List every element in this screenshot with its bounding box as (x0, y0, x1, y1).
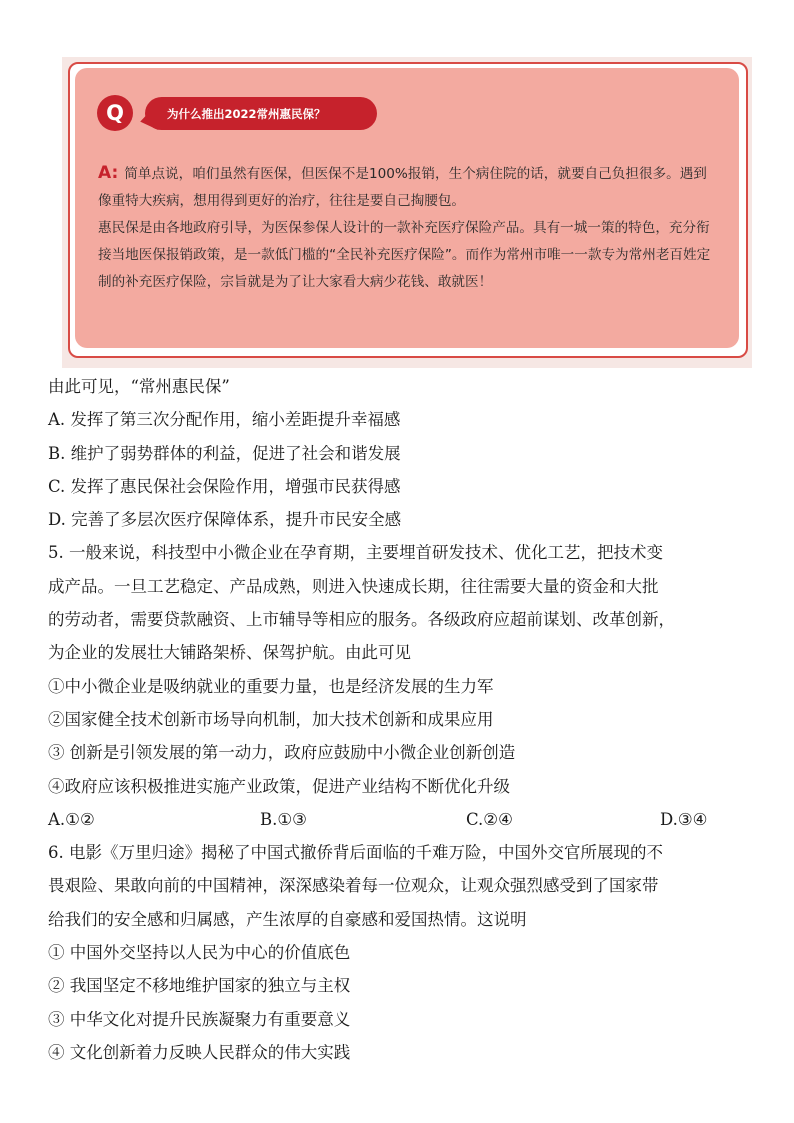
q5-statement-4: ④政府应该积极推进实施产业政策，促进产业结构不断优化升级 (48, 776, 510, 796)
q5-option-c: C.②④ (466, 809, 513, 829)
answer-paragraph-2: 惠民保是由各地政府引导，为医保参保人设计的一款补充医疗保险产品。具有一城一策的特色，充分衔接当地医保报销政策，是一款低门槛的“全民补充医疗保险”。而作为常州市唯一一款专为常州老百姓定制的补充医疗保险，宗旨就是为了让大家看大病少花钱、敢就医！ (98, 220, 711, 290)
answer-badge: A: (98, 163, 119, 183)
answer-paragraph-1-text: 简单点说，咱们虽然有医保，但医保不是100%报销，生个病住院的话，就要自己负担很多。遇到像重特大疾病，想用得到更好的治疗，往往是要自己掏腰包。 (98, 166, 707, 209)
q6-stem-line-2: 畏艰险、果敢向前的中国精神，深深感染着每一位观众，让观众强烈感受到了国家带 (48, 876, 659, 896)
q5-statement-1: ①中小微企业是吸纳就业的重要力量，也是经济发展的生力军 (48, 676, 494, 696)
q5-options-row (48, 803, 756, 836)
q6-stem-line-1: 6. 电影《万里归途》揭秘了中国式撤侨背后面临的千难万险，中国外交官所展现的不 (48, 843, 663, 863)
answer-block (98, 160, 720, 296)
q5-stem-line-1: 5. 一般来说，科技型中小微企业在孕育期，主要埋首研发技术、优化工艺，把技术变 (48, 543, 663, 563)
q4-option-b: B. 维护了弱势群体的利益，促进了社会和谐发展 (48, 443, 401, 463)
q5-stem-line-2: 成产品。一旦工艺稳定、产品成熟，则进入快速成长期，往往需要大量的资金和大批 (48, 576, 659, 596)
q4-conclusion-stem: 由此可见，“常州惠民保” (48, 377, 230, 396)
q5-option-b: B.①③ (260, 809, 307, 829)
question-text-body (48, 370, 756, 1069)
q5-option-a: A.①② (48, 809, 95, 829)
q5-statement-2: ②国家健全技术创新市场导向机制，加大技术创新和成果应用 (48, 709, 494, 729)
q6-statement-2: ② 我国坚定不移地维护国家的独立与主权 (48, 976, 351, 996)
question-badge: Q (97, 95, 133, 131)
q5-stem-line-3: 的劳动者，需要贷款融资、上市辅导等相应的服务。各级政府应超前谋划、改革创新， (48, 610, 675, 630)
q6-statement-4: ④ 文化创新着力反映人民群众的伟大实践 (48, 1042, 351, 1062)
q6-statement-1: ① 中国外交坚持以人民为中心的价值底色 (48, 943, 351, 963)
question-text: 为什么推出2022常州惠民保？ (167, 106, 326, 121)
q5-statement-3: ③ 创新是引领发展的第一动力，政府应鼓励中小微企业创新创造 (48, 743, 516, 763)
q4-option-c: C. 发挥了惠民保社会保险作用，增强市民获得感 (48, 476, 401, 496)
q4-option-a: A. 发挥了第三次分配作用，缩小差距提升幸福感 (48, 410, 401, 430)
q5-option-d: D.③④ (660, 809, 708, 829)
q4-option-d: D. 完善了多层次医疗保障体系，提升市民安全感 (48, 510, 402, 530)
question-bubble (145, 97, 377, 130)
q6-statement-3: ③ 中华文化对提升民族凝聚力有重要意义 (48, 1009, 351, 1029)
q5-stem-line-4: 为企业的发展壮大铺路架桥、保驾护航。由此可见 (48, 643, 411, 663)
answer-paragraph-1 (98, 160, 720, 215)
q6-stem-line-3: 给我们的安全感和归属感，产生浓厚的自豪感和爱国热情。这说明 (48, 909, 527, 929)
